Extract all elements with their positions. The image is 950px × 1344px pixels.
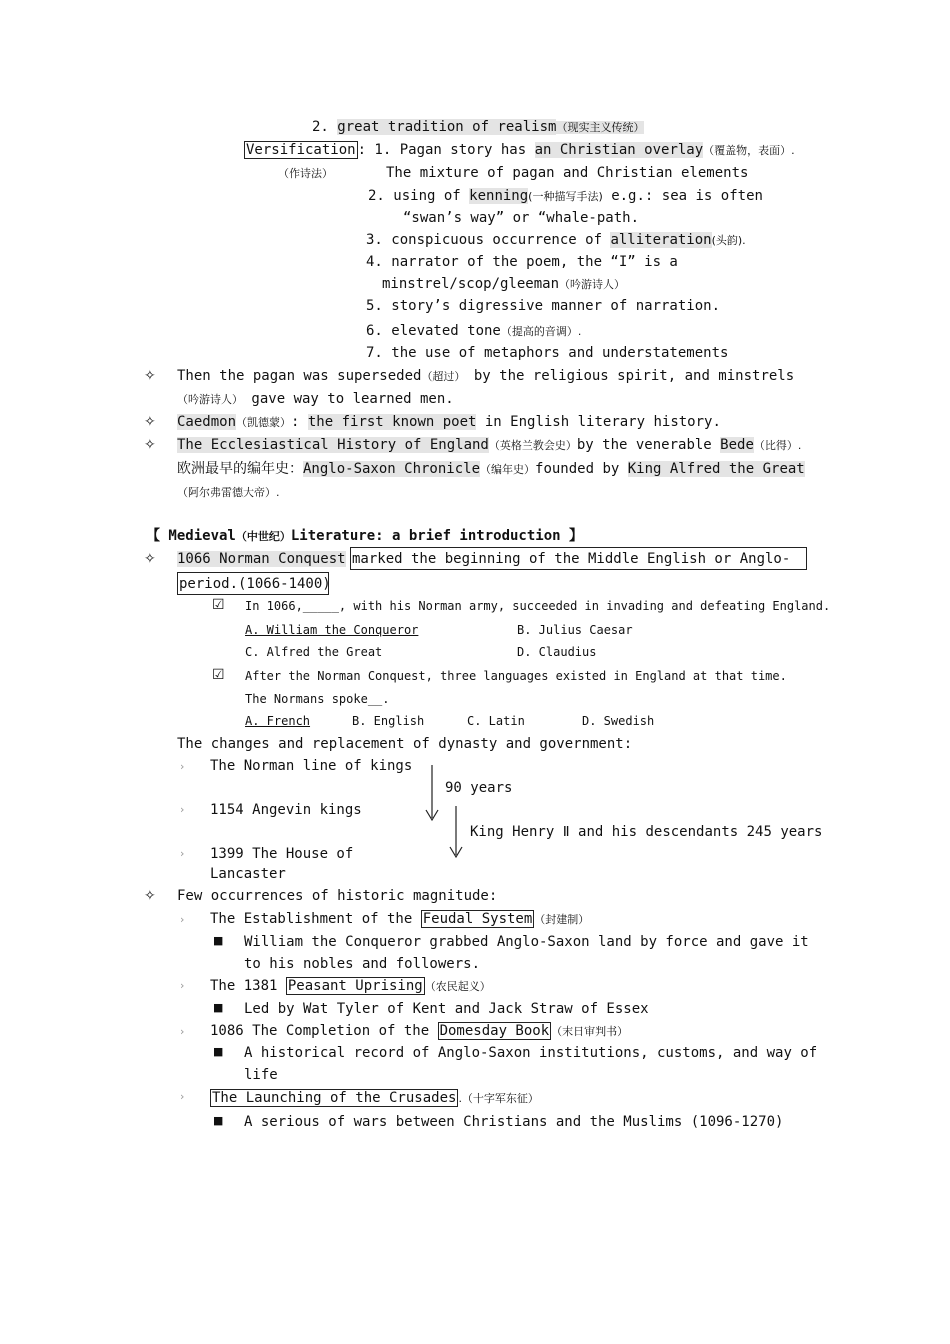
cn-gloss: （超过）: [421, 370, 466, 383]
triangle-bullet-icon: ›: [180, 913, 185, 926]
highlight-term: King Alfred the Great: [627, 461, 805, 477]
question-text: The Normans spoke__.: [245, 692, 390, 706]
cn-gloss: （比得）.: [753, 439, 802, 452]
boxed-term: The Launching of the Crusades: [212, 1090, 457, 1106]
boxed-term: Peasant Uprising: [287, 978, 423, 994]
highlight-term: 1066 Norman Conquest: [177, 551, 346, 567]
triangle-bullet-icon: ›: [180, 1025, 185, 1038]
checkbox-icon: ☑: [212, 667, 225, 683]
question-text: In 1066,_____, with his Norman army, succeeded in invading and defeating England.: [245, 599, 831, 613]
cn-gloss: （现实主义传统）: [556, 121, 645, 134]
text: 2. using of: [368, 188, 470, 204]
text: Led by Wat Tyler of Kent and Jack Straw of Essex: [244, 1001, 649, 1017]
text: to his nobles and followers.: [244, 956, 481, 972]
highlight-term: alliteration: [610, 232, 712, 248]
cn-gloss: （末日审判书）: [551, 1025, 629, 1038]
highlight-term: kenning: [469, 188, 529, 204]
cn-gloss: （覆盖物，表面）.: [703, 144, 795, 157]
text: founded by: [535, 461, 628, 477]
triangle-bullet-icon: ›: [180, 979, 185, 992]
highlight-term: the first known poet: [307, 414, 477, 430]
option: D. Claudius: [517, 645, 597, 659]
text: Then the pagan was superseded: [177, 368, 422, 384]
boxed-term: Versification: [246, 142, 356, 158]
text: 7. the use of metaphors and understatements: [366, 345, 729, 361]
highlight-term: great tradition of realism: [337, 119, 557, 135]
text: 90 years: [445, 780, 513, 796]
text: in English literary history.: [476, 414, 721, 430]
event-crusades: [210, 1089, 539, 1108]
option-answer: A. French: [245, 714, 311, 728]
text: e.g.: sea is often: [611, 188, 763, 204]
cn-gloss: （阿尔弗雷德大帝）.: [177, 486, 280, 499]
text: marked the beginning of the Middle English or Anglo-: [352, 551, 791, 567]
diamond-bullet-icon: ✧: [144, 888, 156, 904]
option: C. Latin: [467, 714, 525, 728]
diamond-bullet-icon: ✧: [144, 368, 156, 384]
text: 1154 Angevin kings: [210, 802, 362, 818]
text: A historical record of Anglo-Saxon institutions, customs, and way of: [244, 1045, 818, 1061]
cn-gloss: （作诗法）: [278, 167, 333, 180]
text: by the religious spirit, and minstrels: [465, 368, 795, 384]
checkbox-icon: ☑: [212, 597, 225, 613]
text: minstrel/scop/gleeman: [382, 276, 560, 292]
text: gave way to learned men.: [243, 391, 454, 407]
option: C. Alfred the Great: [245, 645, 383, 659]
highlight-term: Anglo-Saxon Chronicle: [303, 461, 481, 477]
event-peasant: [210, 977, 491, 996]
text: The changes and replacement of dynasty and government:: [177, 736, 633, 752]
text: 1086 The Completion of the: [210, 1023, 438, 1039]
cn-gloss: （封建制）: [534, 913, 590, 926]
cn-gloss: （吟游诗人）: [559, 278, 626, 291]
text: life: [244, 1067, 278, 1083]
text: The Norman line of kings: [210, 758, 413, 774]
cn-gloss: （编年史）: [480, 463, 536, 476]
diamond-bullet-icon: ✧: [144, 414, 156, 430]
cn-gloss: （吟游诗人）: [177, 393, 243, 406]
diamond-bullet-icon: ✧: [144, 551, 156, 567]
text: King Henry Ⅱ and his descendants 245 years: [470, 824, 823, 840]
text: 4. narrator of the poem, the “I” is a: [366, 254, 678, 270]
text: 3. conspicuous occurrence of: [366, 232, 611, 248]
cn-gloss: .（十字军东征）: [458, 1092, 539, 1105]
highlight-term: an Christian overlay: [534, 142, 704, 158]
event-domesday: [210, 1022, 628, 1041]
text: Few occurrences of historic magnitude:: [177, 888, 498, 904]
option: D. Swedish: [582, 714, 655, 728]
cn-gloss: （凯德蒙）: [236, 416, 292, 429]
cn-gloss: （提高的音调）.: [500, 325, 582, 338]
square-bullet-icon: ■: [213, 934, 224, 947]
highlight-term: The Ecclesiastical History of England: [177, 437, 489, 453]
cn-gloss: （中世纪）: [235, 530, 291, 543]
text: by the venerable: [576, 437, 721, 453]
triangle-bullet-icon: ›: [180, 803, 185, 816]
text: : 1. Pagan story has: [357, 142, 535, 158]
highlight-term: Bede: [720, 437, 754, 453]
option: B. Julius Caesar: [517, 623, 633, 637]
cn-gloss: （英格兰教会史）: [488, 439, 577, 452]
option-answer: A. William the Conqueror: [245, 623, 419, 637]
square-bullet-icon: ■: [213, 1001, 224, 1014]
triangle-bullet-icon: ›: [180, 1090, 185, 1103]
text: William the Conqueror grabbed Anglo-Saxon land by force and gave it: [244, 934, 809, 950]
text: Literature: a brief introduction 】: [290, 528, 584, 544]
text: 5. story’s digressive manner of narration.: [366, 298, 721, 314]
text: The 1381: [210, 978, 286, 994]
text: “swan’s way” or “whale-path.: [403, 210, 640, 226]
cn-gloss: (一种描写手法): [528, 190, 603, 203]
text: :: [291, 414, 308, 430]
event-feudal: [210, 910, 589, 929]
boxed-term: Feudal System: [422, 911, 533, 927]
option: B. English: [352, 714, 425, 728]
text: 【 Medieval: [146, 528, 236, 544]
diamond-bullet-icon: ✧: [144, 437, 156, 453]
text: A serious of wars between Christians and the Muslims (1096-1270): [244, 1114, 784, 1130]
square-bullet-icon: ■: [213, 1114, 224, 1127]
question-text: After the Norman Conquest, three languages existed in England at that time.: [245, 669, 787, 683]
text: Lancaster: [210, 866, 286, 882]
highlight-term: Caedmon: [177, 414, 237, 430]
cn-gloss: (头韵).: [711, 234, 746, 247]
boxed-term: Domesday Book: [439, 1023, 550, 1039]
text: period.(1066-1400): [179, 576, 331, 592]
triangle-bullet-icon: ›: [180, 847, 185, 860]
cn-text: 欧洲最早的编年史：: [177, 461, 303, 477]
text: 1399 The House of: [210, 846, 354, 862]
triangle-bullet-icon: ›: [180, 760, 185, 773]
text: The Establishment of the: [210, 911, 421, 927]
list-number: 2.: [312, 119, 329, 135]
cn-gloss: （农民起义）: [424, 980, 491, 993]
text: 6. elevated tone: [366, 323, 501, 339]
text: The mixture of pagan and Christian elements: [386, 165, 749, 181]
square-bullet-icon: ■: [213, 1045, 224, 1058]
